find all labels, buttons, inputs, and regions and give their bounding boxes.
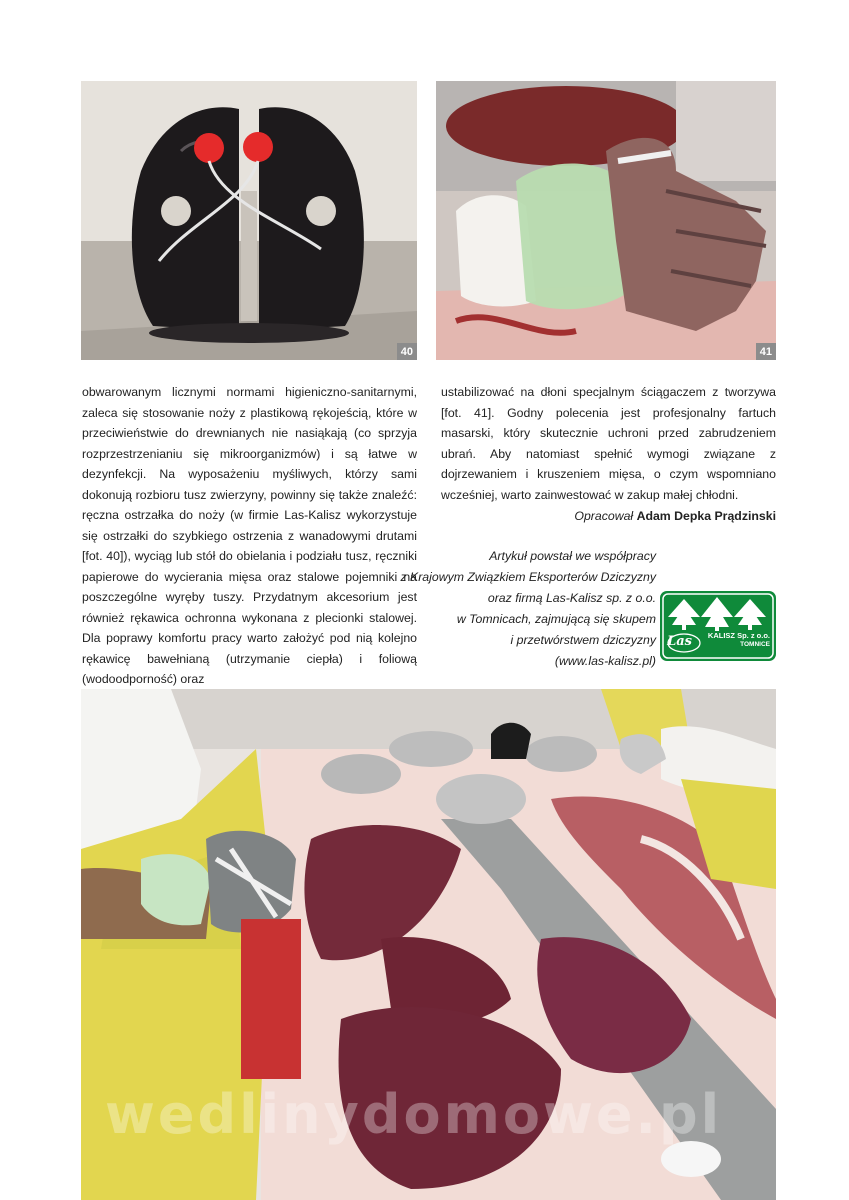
logo-script-text: Las [667,634,692,649]
three-spruce-trees-icon [660,591,776,661]
author-name: Adam Depka Prądzinski [636,509,776,523]
las-kalisz-logo [660,591,776,661]
credit-line-1: Artykuł powstał we współpracy [489,549,656,563]
watermark: wedlinydomowe.pl [105,1083,723,1146]
figure-number-40: 40 [397,343,417,360]
photo-knife-sharpener [81,81,417,360]
credit-line-5: i przetwórstwem dziczyzny [510,633,656,647]
logo-company-name: KALISZ Sp. z o.o. [707,631,770,640]
article-text-right-paragraph: ustabilizować na dłoni specjalnym ściągaczem z tworzywa [fot. 41]. Godny polecenia jest profesjonalny fartuch masarski, który skutecznie uchroni przed zabrudzeniem ubrań. Aby natomiast spełnić wymogi związane z dojrzewaniem i kruszeniem mięsa, o czym wspomniano wcześniej, warto zainwestować w zakup małej chłodni. [441,385,776,502]
credit-line-3: oraz firmą Las-Kalisz sp. z o.o. [487,591,656,605]
cooperation-credit [326,546,656,672]
article-text-left-column: obwarowanym licznymi normami higieniczno-sanitarnymi, zaleca się stosowanie noży z plastikową rękojeścią, które w przeciwieństwie do drewnianych nie nasiąkają (co sprzyja rozprzestrzenianiu się mikroorganizmów) i są łatwe w dezynfekcji. Na wyposażeniu myśliwych, którzy sami dokonują rozbioru tusz zwierzyny, powinny się także znaleźć: ręczna ostrzałka do noży (w firmie Las-Kalisz wykorzystuje się ostrzałki do szybkiego ostrzenia z wanadowymi drutami [fot. 40]), wyciąg lub stół do obielania i podziału tusz, ręczniki papierowe do wycierania mięsa oraz stalowe pojemniki na poszczególne wyręby tuszy. Przydatnym akcesorium jest również rękawica ochronna wykonana z plecionki stalowej. Dla poprawy komfortu pracy warto założyć pod nią kolejno rękawicę bawełnianą (utrzymanie ciepła) i foliową (wodoodporność) oraz [82,385,417,686]
credit-line-2: z Krajowym Związkiem Eksporterów Dziczyzny [400,570,656,584]
credit-line-4: w Tomnicach, zajmującą się skupem [456,612,656,626]
author-prefix: Opracował [574,509,634,523]
photo-protective-glove [436,81,776,360]
logo-company-text [667,631,770,649]
article-text-right-column [441,382,776,526]
credit-line-6: (www.las-kalisz.pl) [554,654,656,668]
figure-number-41: 41 [756,343,776,360]
author-line [441,506,776,526]
logo-town: TOMNICE [740,641,770,648]
photo-meat-cutting-table [81,689,776,1200]
